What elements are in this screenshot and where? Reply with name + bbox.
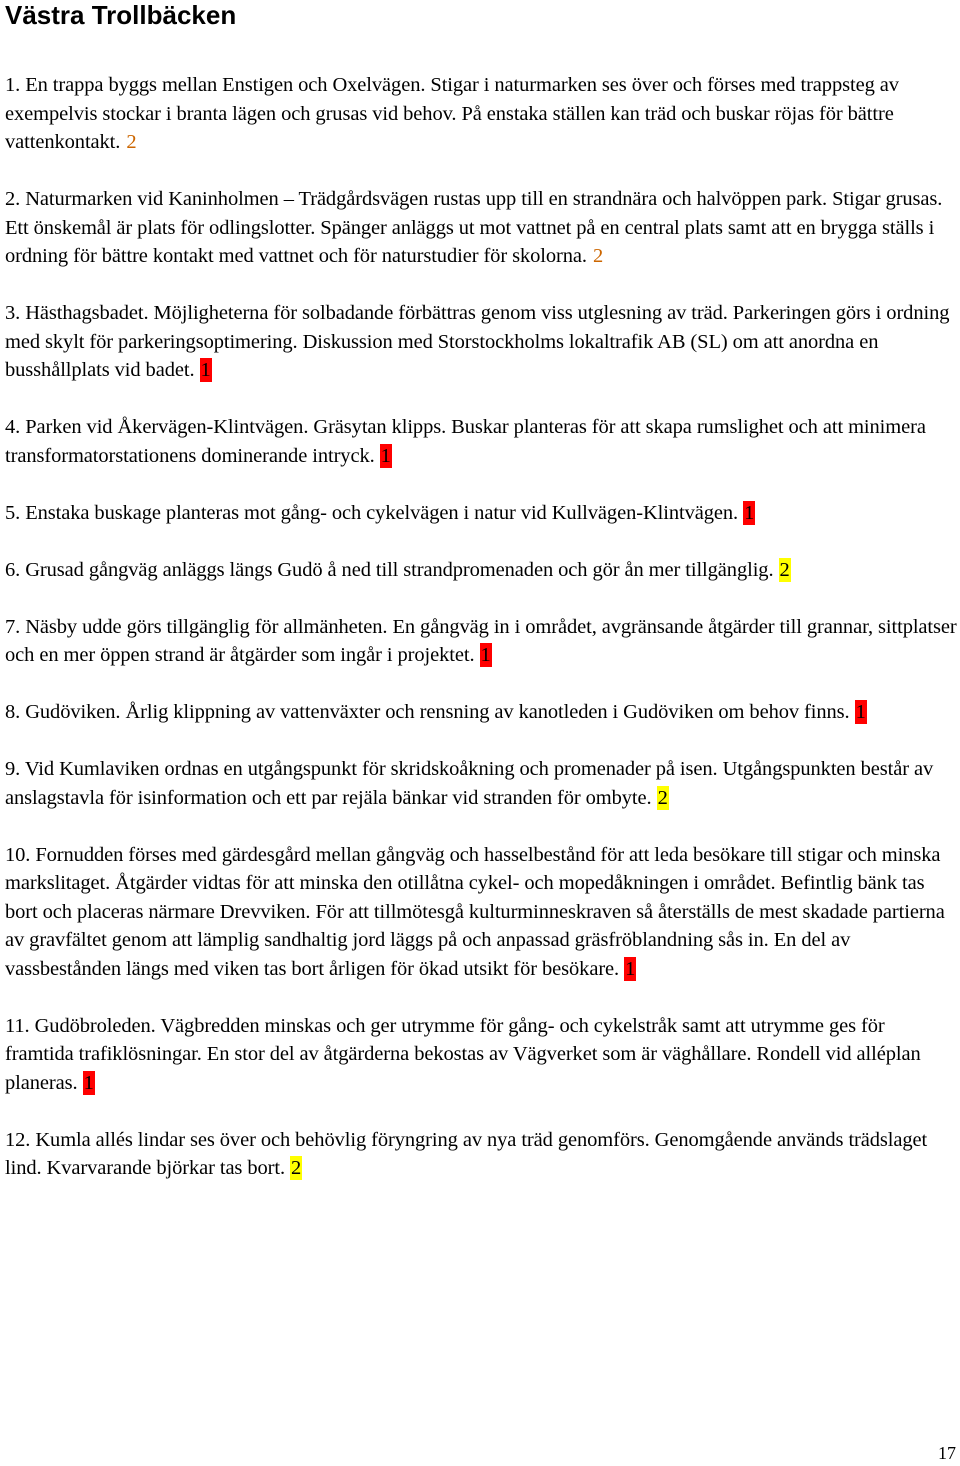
list-item-11 — [5, 1012, 957, 1098]
item-text: 2. Naturmarken vid Kaninholmen – Trädgårdsvägen rustas upp till en strandnära och halvöppen park. Stigar grusas. Ett önskemål är plats för odlingslotter. Spänger anläggs ut mot vattnet på en central plats samt att en brygga ställs i ordning för bättre kontakt med vattnet och för naturstudier för skolorna. — [5, 188, 943, 267]
item-text: 1. En trappa byggs mellan Enstigen och Oxelvägen. Stigar i naturmarken ses över och förses med trappsteg av exempelvis stockar i branta lägen och grusas vid behov. På enstaka ställen kan träd och buskar röjas för bättre vattenkontakt. — [5, 74, 899, 153]
priority-label: 2 — [126, 131, 137, 153]
priority-label: 2 — [592, 245, 604, 267]
list-item-1 — [5, 71, 957, 157]
page-number: 17 — [938, 1443, 956, 1463]
item-text: 3. Hästhagsbadet. Möjligheterna för solbadande förbättras genom viss utglesning av träd. Parkeringen görs i ordning med skylt för parkeringsoptimering. Diskussion med Storstockholms lokaltrafik AB (SL) om att anordna en busshållplats vid badet. — [5, 302, 950, 381]
list-item-12 — [5, 1126, 957, 1183]
item-text: 7. Näsby udde görs tillgänglig för allmänheten. En gångväg in i området, avgränsande åtgärder till grannar, sittplatser och en mer öppen strand är åtgärder som ingår i projektet. — [5, 615, 957, 666]
item-text: 4. Parken vid Åkervägen-Klintvägen. Gräsytan klipps. Buskar planteras för att skapa rumslighet och att minimera transformatorstationens dominerande intryck. — [5, 416, 926, 467]
priority-badge: 1 — [744, 501, 755, 524]
item-text: 9. Vid Kumlaviken ordnas en utgångspunkt för skridskoåkning och promenader på isen. Utgångspunkten består av anslagstavla för isinformation och ett par rejäla bänkar vid stranden för ombyte. — [5, 758, 934, 809]
priority-badge: 1 — [200, 359, 211, 381]
list-item-7 — [5, 613, 957, 670]
item-text: 11. Gudöbroleden. Vägbredden minskas och ger utrymme för gång- och cykelstråk samt att utrymme ges för framtida trafiklösningar. En stor del av åtgärderna bekostas av Vägverket som är väghållare. Rondell vid alléplan planeras. — [5, 1014, 921, 1094]
priority-badge: 1 — [855, 701, 866, 723]
list-item-3 — [5, 299, 957, 385]
priority-badge: 2 — [291, 1157, 302, 1179]
list-item-5 — [5, 499, 957, 528]
priority-badge: 1 — [625, 957, 636, 980]
priority-badge: 1 — [380, 444, 391, 467]
item-text: 8. Gudöviken. Årlig klippning av vattenväxter och rensning av kanotleden i Gudöviken om behov finns. — [5, 701, 850, 723]
measures-list — [5, 71, 957, 1183]
list-item-9 — [5, 755, 957, 812]
document-page — [5, 0, 957, 1211]
priority-badge: 2 — [779, 558, 790, 581]
list-item-4 — [5, 413, 957, 470]
priority-badge: 2 — [657, 786, 668, 809]
item-text: 6. Grusad gångväg anläggs längs Gudö å ned till strandpromenaden och gör ån mer tillgänglig. — [5, 558, 774, 581]
page-title: Västra Trollbäcken — [5, 0, 237, 30]
priority-badge: 1 — [83, 1071, 94, 1094]
list-item-6 — [5, 556, 957, 585]
priority-badge: 1 — [480, 644, 491, 666]
item-text: 12. Kumla allés lindar ses över och behövlig föryngring av nya träd genomförs. Genomgående används trädslaget lind. Kvarvarande björkar tas bort. — [5, 1128, 928, 1179]
list-item-10 — [5, 841, 957, 984]
item-text: 5. Enstaka buskage planteras mot gång- och cykelvägen i natur vid Kullvägen-Klintvägen. — [5, 501, 739, 524]
list-item-8 — [5, 698, 957, 727]
item-text: 10. Fornudden förses med gärdesgård mellan gångväg och hasselbestånd för att leda besökare till stigar och minska markslitaget. Åtgärder vidtas för att minska den otillåtna cykel- och mopedåkningen i området. Befintlig bänk tas bort och placeras närmare Drevviken. För att tillmötesgå kulturminneskraven så återställs de mest skadade partierna av gravfältet genom att lämplig sandhaltig jord läggs på och anpassad gräsfröblandning sås in. En del av vassbestånden längs med viken tas bort årligen för ökad utsikt för besökare. — [5, 843, 945, 980]
list-item-2 — [5, 185, 957, 271]
